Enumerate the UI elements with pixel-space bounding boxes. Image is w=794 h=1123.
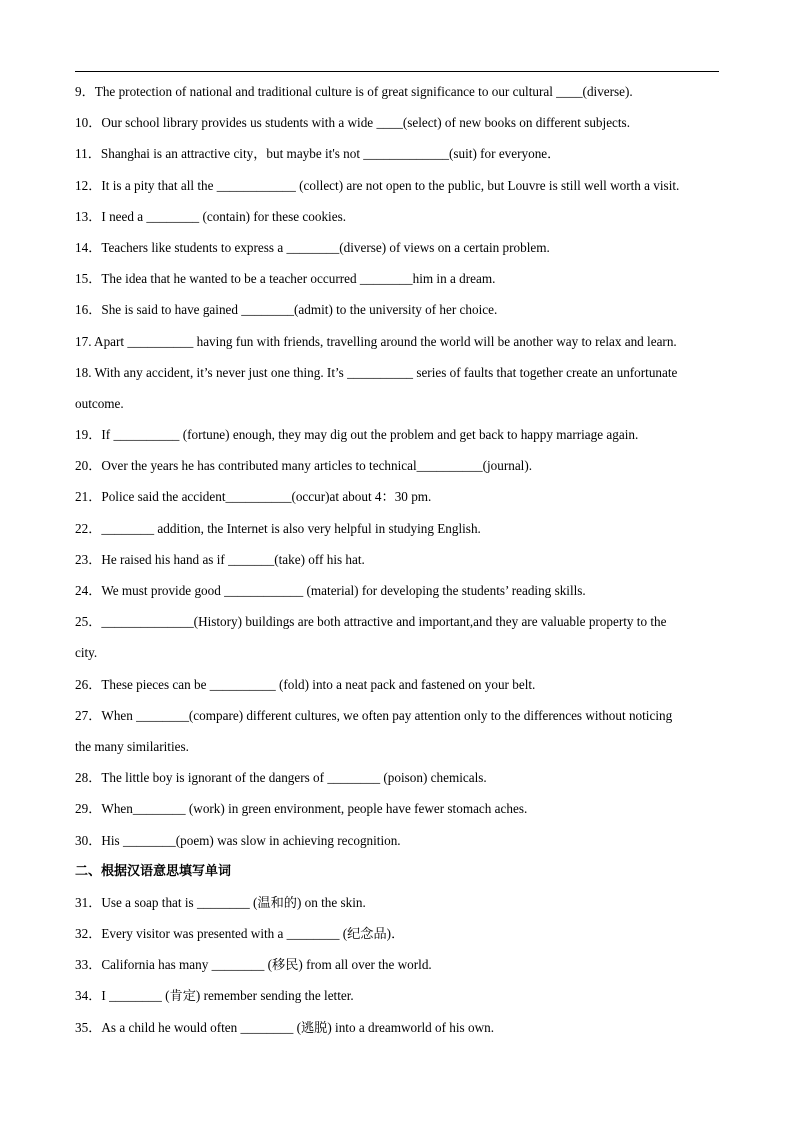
question-23: 23．He raised his hand as if _______(take) off his hat. <box>75 551 365 567</box>
question-12: 12．It is a pity that all the ____________ (collect) are not open to the public, but Louvre is still well worth a visit. <box>75 177 680 193</box>
question-22: 22．________ addition, the Internet is also very helpful in studying English. <box>75 520 481 536</box>
question-9: 9．The protection of national and traditional culture is of great significance to our cultural ____(diverse). <box>75 84 633 99</box>
question-26: 26．These pieces can be __________ (fold) into a neat pack and fastened on your belt. <box>75 676 536 692</box>
question-13: 13．I need a ________ (contain) for these cookies. <box>75 208 346 224</box>
question-24: 24．We must provide good ____________ (material) for developing the students’ reading skills. <box>75 583 586 598</box>
question-35: 35．As a child he would often ________ (逃脱) into a dreamworld of his own. <box>75 1019 494 1035</box>
question-17: 17. Apart __________ having fun with friends, travelling around the world will be another way to relax and learn. <box>75 333 677 349</box>
question-list <box>75 80 719 1047</box>
question-20: 20．Over the years he has contributed many articles to technical__________(journal). <box>75 458 533 474</box>
question-32: 32．Every visitor was presented with a ________ (纪念品)． <box>75 926 405 942</box>
question-11: 11．Shanghai is an attractive city，but maybe it's not _____________(suit) for everyone． <box>75 146 561 162</box>
question-25-continued: city. <box>75 645 98 661</box>
question-29: 29．When________ (work) in green environment, people have fewer stomach aches. <box>75 801 528 817</box>
question-21: 21．Police said the accident__________(occur)at about 4：30 pm. <box>75 489 432 505</box>
question-27-continued: the many similarities. <box>75 738 189 754</box>
question-28: 28．The little boy is ignorant of the dangers of ________ (poison) chemicals. <box>75 770 487 786</box>
question-15: 15．The idea that he wanted to be a teacher occurred ________him in a dream. <box>75 271 496 287</box>
header-rule <box>75 71 719 72</box>
question-14: 14．Teachers like students to express a ________(diverse) of views on a certain problem. <box>75 239 550 255</box>
question-10: 10．Our school library provides us students with a wide ____(select) of new books on different subjects. <box>75 115 630 131</box>
question-19: 19．If __________ (fortune) enough, they may dig out the problem and get back to happy marriage again. <box>75 427 639 443</box>
section-title: 二、根据汉语意思填写单词 <box>75 863 232 879</box>
question-34: 34．I ________ (肯定) remember sending the letter. <box>75 988 354 1004</box>
question-31: 31．Use a soap that is ________ (温和的) on the skin. <box>75 894 366 910</box>
question-18: 18. With any accident, it’s never just one thing. It’s __________ series of faults that together create an unfortunate <box>75 364 678 380</box>
question-30: 30．His ________(poem) was slow in achieving recognition. <box>75 832 401 848</box>
question-18-continued: outcome. <box>75 395 124 411</box>
question-25: 25．______________(History) buildings are both attractive and important,and they are valuable property to the <box>75 614 667 630</box>
question-33: 33．California has many ________ (移民) from all over the world. <box>75 957 432 973</box>
question-16: 16．She is said to have gained ________(admit) to the university of her choice. <box>75 302 498 318</box>
question-27: 27．When ________(compare) different cultures, we often pay attention only to the differences without noticing <box>75 707 673 723</box>
